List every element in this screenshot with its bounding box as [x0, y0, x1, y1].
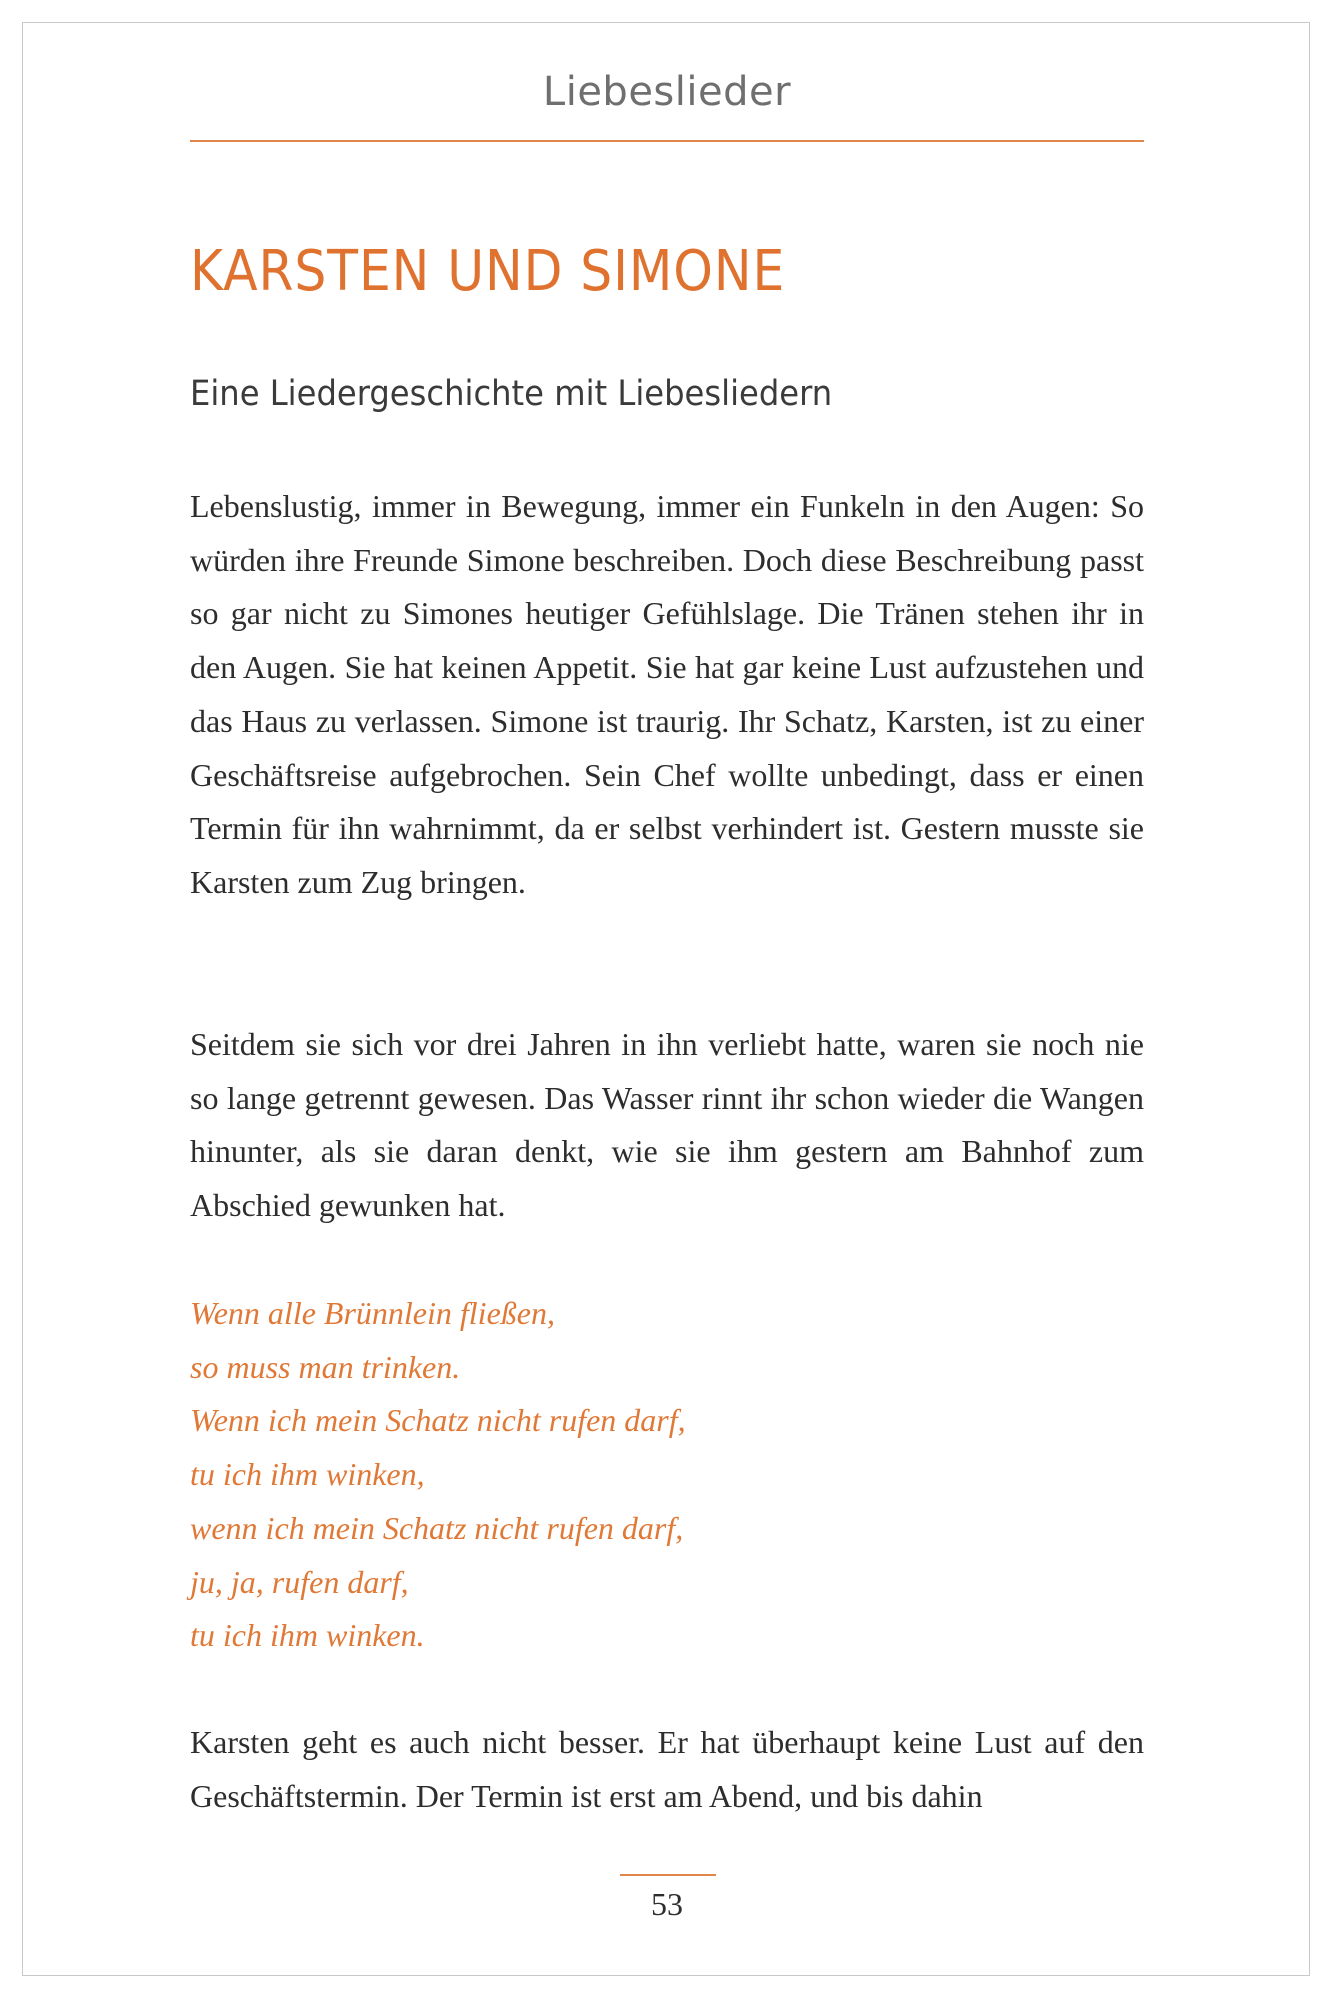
paragraph-memory: Seitdem sie sich vor drei Jahren in ihn verliebt hatte, waren sie noch nie so lange getrennt gewesen. Das Wasser rinnt ihr schon wieder die Wangen hinunter, als sie daran denkt, wie sie ihm gestern am Bahnhof zum Abschied gewunken hat.: [190, 1026, 1144, 1224]
song-lyrics: [190, 1287, 686, 1663]
lyric-line: Wenn alle Brünnlein fließen,: [190, 1295, 555, 1331]
header-rule: [190, 140, 1144, 142]
lyric-line: wenn ich mein Schatz nicht rufen darf,: [190, 1509, 684, 1546]
paragraph-intro: Lebenslustig, immer in Bewegung, immer ein Funkeln in den Augen: So würden ihre Freunde Simone beschreiben. Doch diese Beschreibung passt so gar nicht zu Simones heutiger Gefühlslage. Die Tränen stehen ihr in den Augen. Sie hat keinen Appetit. Sie hat gar keine Lust aufzustehen und das Haus zu verlassen. Simone ist traurig. Ihr Schatz, Karsten, ist zu einer Geschäftsreise aufgebrochen. Sein Chef wollte unbedingt, dass er einen Termin für ihn wahrnimmt, da er selbst verhindert ist. Gestern musste sie Karsten zum Zug bringen.: [190, 488, 1144, 900]
lyric-line: ju, ja, rufen darf,: [190, 1563, 409, 1600]
lyric-line: tu ich ihm winken,: [190, 1456, 425, 1493]
footer-rule: [620, 1874, 716, 1876]
lyric-line: so muss man trinken.: [190, 1348, 461, 1385]
lyric-line: tu ich ihm winken.: [190, 1617, 425, 1654]
chapter-title: KARSTEN UND SIMONE: [190, 239, 786, 304]
page-number: 53: [651, 1886, 683, 1922]
lyric-line: Wenn ich mein Schatz nicht rufen darf,: [190, 1402, 686, 1439]
chapter-subtitle: Eine Liedergeschichte mit Liebesliedern: [190, 374, 833, 414]
page-border: [22, 22, 1310, 1976]
paragraph-karsten: Karsten geht es auch nicht besser. Er hat überhaupt keine Lust auf den Geschäftstermin. Der Termin ist erst am Abend, und bis dahin: [190, 1724, 1144, 1814]
running-head: Liebeslieder: [542, 69, 792, 115]
